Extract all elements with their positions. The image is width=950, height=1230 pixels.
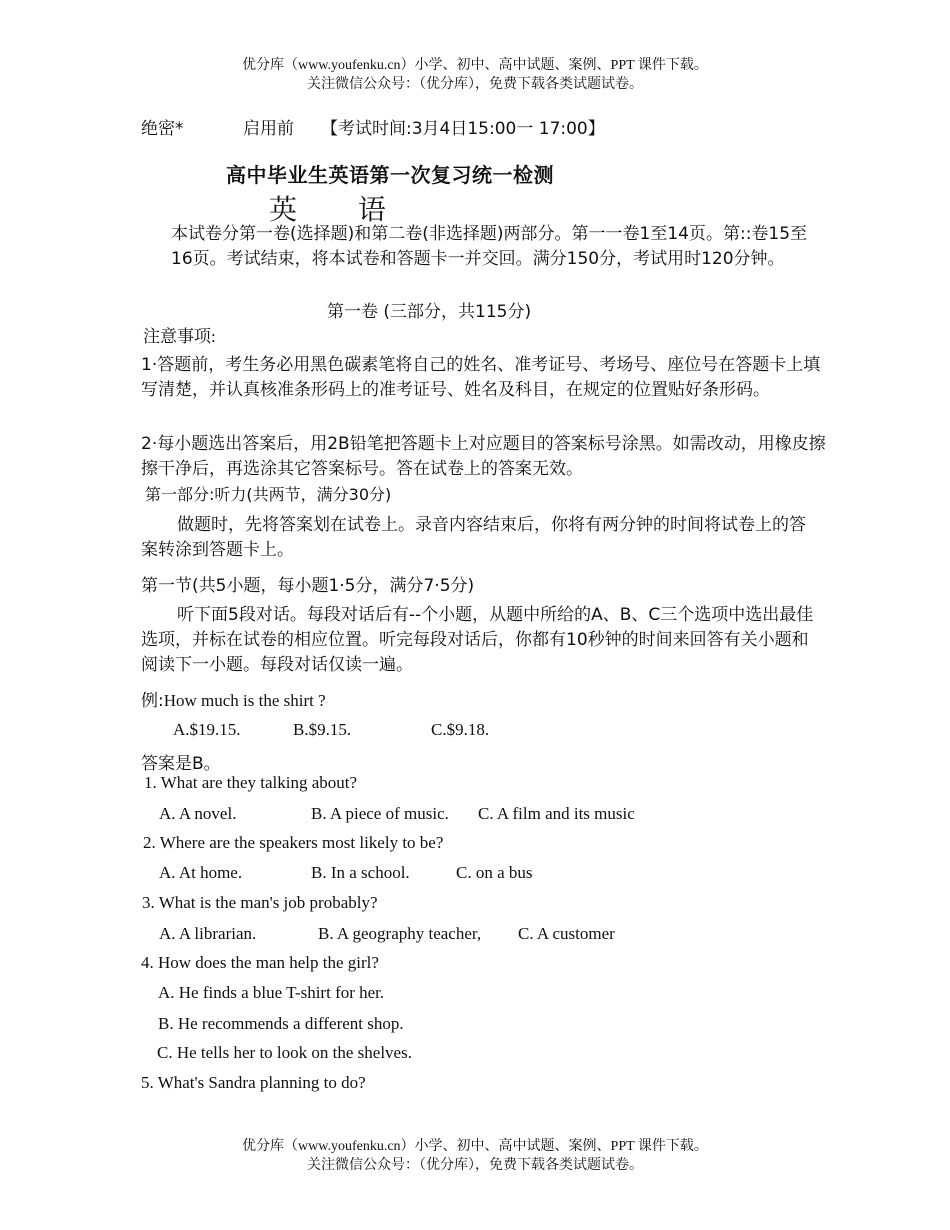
- before-use-label: 启用前: [243, 119, 294, 139]
- question-2-option-a: A. At home.: [159, 863, 243, 882]
- question-4-option-b: B. He recommends a different shop.: [158, 1014, 404, 1033]
- volume-one-heading: 第一卷 (三部分，共115分): [327, 302, 532, 322]
- example-stem: How much is the shirt ?: [163, 691, 326, 710]
- example-answer: 答案是B。: [141, 754, 221, 774]
- question-2-stem: 2. Where are the speakers most likely to be?: [143, 833, 444, 852]
- part-one-heading: 第一部分:听力(共两节，满分30分): [145, 485, 392, 504]
- notice-item-1: 1·答题前，考生务必用黑色碳素笔将自己的姓名、准考证号、考场号、座位号在答题卡上填写清楚，并认真核准条形码上的准考证号、姓名及科目，在规定的位置贴好条形码。: [141, 355, 821, 400]
- intro-paragraph: 本试卷分第一卷(选择题)和第二卷(非选择题)两部分。第一一卷1至14页。第::卷15至16页。考试结束，将本试卷和答题卡一并交回。满分150分，考试用时120分钟。: [171, 224, 808, 269]
- question-3-option-a: A. A librarian.: [159, 924, 257, 943]
- question-3-option-b: B. A geography teacher,: [318, 924, 482, 943]
- exam-time: 【考试时间:3月4日15:00一 17:00】: [321, 119, 605, 139]
- section-one-heading: 第一节(共5小题，每小题1·5分，满分7·5分): [141, 576, 475, 596]
- subject-title: 英 语: [269, 193, 412, 226]
- section-one-instructions: 听下面5段对话。每段对话后有--个小题，从题中所给的A、B、C三个选项中选出最佳选项，并标在试卷的相应位置。听完每段对话后，你都有10秒钟的时间来回答有关小题和阅读下一小题。每段对话仅读一遍。: [141, 605, 814, 675]
- example-prefix: 例:: [141, 691, 164, 711]
- question-1-option-c: C. A film and its music: [478, 804, 635, 823]
- footer-line-2: 关注微信公众号：（优分库），免费下载各类试题试卷。: [307, 1158, 643, 1173]
- header-line-2: 关注微信公众号：（优分库），免费下载各类试题试卷。: [307, 77, 643, 92]
- page-title: 高中毕业生英语第一次复习统一检测: [226, 163, 554, 187]
- example-option-a: A.$19.15.: [173, 720, 241, 739]
- question-5-stem: 5. What's Sandra planning to do?: [141, 1073, 366, 1092]
- footer-line-1: 优分库（www.youfenku.cn）小学、初中、高中试题、案例、PPT 课件下载。: [242, 1139, 708, 1154]
- question-1-option-b: B. A piece of music.: [311, 804, 449, 823]
- secret-label: 绝密*: [141, 119, 184, 139]
- notice-heading: 注意事项:: [143, 327, 216, 346]
- question-4-option-c: C. He tells her to look on the shelves.: [157, 1043, 412, 1062]
- question-3-stem: 3. What is the man's job probably?: [142, 893, 378, 912]
- question-1-stem: 1. What are they talking about?: [144, 773, 358, 792]
- question-1-option-a: A. A novel.: [159, 804, 237, 823]
- notice-item-2: 2·每小题选出答案后，用2B铅笔把答题卡上对应题目的答案标号涂黑。如需改动，用橡皮擦擦干净后，再选涂其它答案标号。答在试卷上的答案无效。: [141, 434, 826, 479]
- example-question: [141, 686, 326, 711]
- question-2-option-b: B. In a school.: [311, 863, 410, 882]
- question-2-option-c: C. on a bus: [456, 863, 533, 882]
- question-4-stem: 4. How does the man help the girl?: [141, 953, 379, 972]
- question-3-option-c: C. A customer: [518, 924, 615, 943]
- question-4-option-a: A. He finds a blue T-shirt for her.: [158, 983, 385, 1002]
- example-option-c: C.$9.18.: [431, 720, 490, 739]
- example-option-b: B.$9.15.: [293, 720, 352, 739]
- header-line-1: 优分库（www.youfenku.cn）小学、初中、高中试题、案例、PPT 课件下载。: [242, 58, 708, 73]
- part-one-instructions: 做题时，先将答案划在试卷上。录音内容结束后，你将有两分钟的时间将试卷上的答案转涂到答题卡上。: [141, 515, 806, 560]
